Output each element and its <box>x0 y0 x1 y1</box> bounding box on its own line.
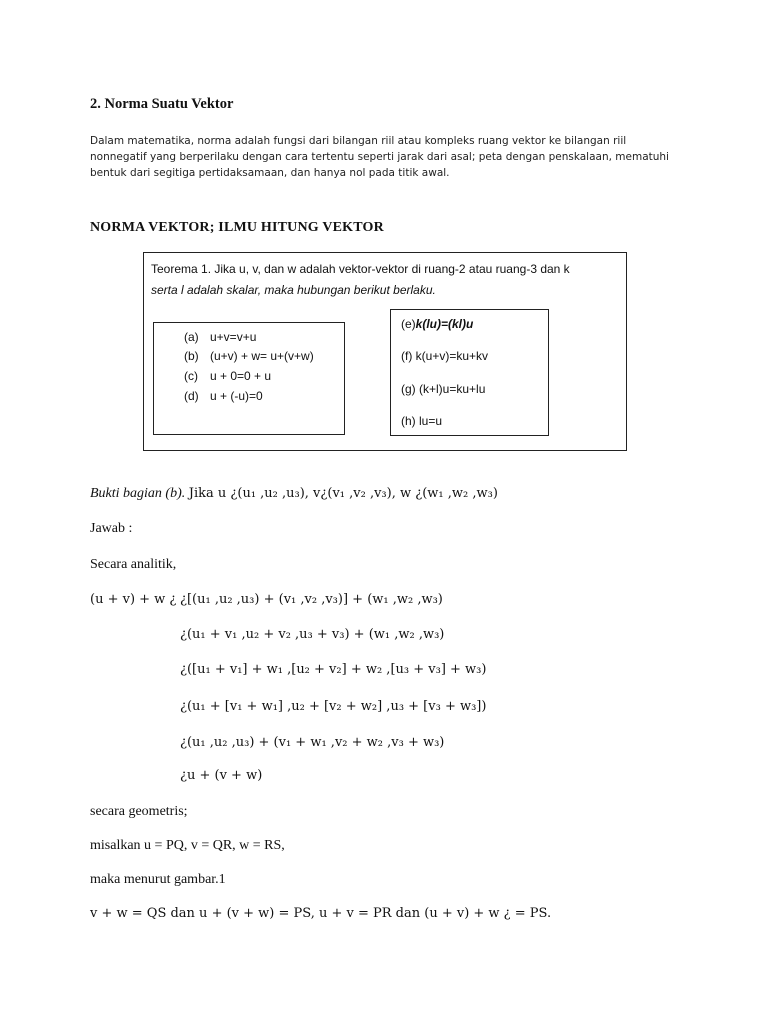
theorem-item-b: (b) (u+v) + w= u+(v+w) <box>184 349 314 363</box>
conclusion-line: v + w = QS dan u + (v + w) = PS, u + v = PR dan (u + v) + w ¿ = PS. <box>90 906 552 921</box>
theorem-item-e: (e)k(lu)=(kl)u <box>401 317 474 331</box>
subheading: NORMA VEKTOR; ILMU HITUNG VEKTOR <box>90 220 384 235</box>
proof-step-1: ¿[(u₁ ,u₂ ,u₃) + (v₁ ,v₂ ,v₃)] + (w₁ ,w₂ ,w₃) <box>180 592 443 607</box>
theorem-right-list <box>390 309 549 436</box>
proof-step-6: ¿u + (v + w) <box>180 768 263 783</box>
theorem-statement <box>151 259 621 301</box>
analitik-label: Secara analitik, <box>90 557 177 572</box>
proof-step-5: ¿(u₁ ,u₂ ,u₃) + (v₁ + w₁ ,v₂ + w₂ ,v₃ + w₃) <box>180 735 445 750</box>
jawab-label: Jawab : <box>90 521 133 536</box>
theorem-item-g: (g) (k+l)u=ku+lu <box>401 382 486 396</box>
menurut-line: maka menurut gambar.1 <box>90 872 226 887</box>
intro-line-2: nonnegatif yang berperilaku dengan cara tertentu seperti jarak dari asal; peta dengan penskalaan, mematuhi <box>90 151 669 163</box>
theorem-item-d: (d) u + (-u)=0 <box>184 389 263 403</box>
section-title: 2. Norma Suatu Vektor <box>90 96 234 112</box>
theorem-left-list <box>153 322 345 435</box>
proof-intro: Bukti bagian (b). Jika u ¿(u₁ ,u₂ ,u₃), v¿(v₁ ,v₂ ,v₃), w ¿(w₁ ,w₂ ,w₃) <box>90 486 498 501</box>
proof-lhs: (u + v) + w ¿ <box>90 592 177 607</box>
intro-line-1: Dalam matematika, norma adalah fungsi dari bilangan riil atau kompleks ruang vektor ke bilangan riil <box>90 135 627 147</box>
proof-step-2: ¿(u₁ + v₁ ,u₂ + v₂ ,u₃ + v₃) + (w₁ ,w₂ ,w₃) <box>180 627 445 642</box>
theorem-line-2: serta l adalah skalar, maka hubungan berikut berlaku. <box>151 283 436 297</box>
proof-step-3: ¿([u₁ + v₁] + w₁ ,[u₂ + v₂] + w₂ ,[u₃ + v₃] + w₃) <box>180 662 487 677</box>
theorem-item-h: (h) lu=u <box>401 414 443 428</box>
intro-line-3: bentuk dari segitiga pertidaksamaan, dan hanya nol pada titik awal. <box>90 167 450 179</box>
theorem-item-f: (f) k(u+v)=ku+kv <box>401 349 489 363</box>
intro-paragraph <box>90 133 690 181</box>
misalkan-line: misalkan u = PQ, v = QR, w = RS, <box>90 838 285 853</box>
proof-step-4: ¿(u₁ + [v₁ + w₁] ,u₂ + [v₂ + w₂] ,u₃ + [v₃ + w₃]) <box>180 699 487 714</box>
theorem-line-1: Teorema 1. Jika u, v, dan w adalah vektor-vektor di ruang-2 atau ruang-3 dan k <box>151 262 570 276</box>
geometris-label: secara geometris; <box>90 804 188 819</box>
theorem-item-a: (a) u+v=v+u <box>184 330 257 344</box>
theorem-item-c: (c) u + 0=0 + u <box>184 369 272 383</box>
